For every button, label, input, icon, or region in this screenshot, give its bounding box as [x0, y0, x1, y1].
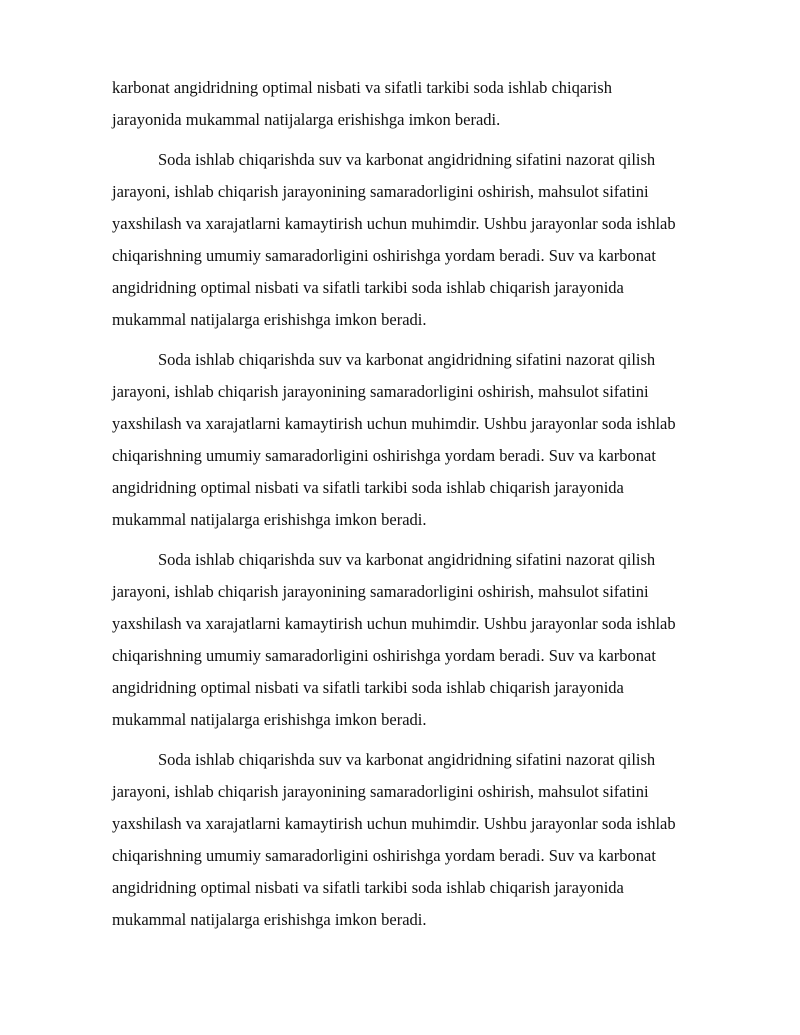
paragraph-line: angidridning optimal nisbati va sifatli tarkibi soda ishlab chiqarish jarayonida	[112, 878, 624, 897]
paragraph-line: chiqarishning umumiy samaradorligini oshirishga yordam beradi. Suv va karbonat	[112, 246, 656, 265]
paragraph-line: chiqarishning umumiy samaradorligini oshirishga yordam beradi. Suv va karbonat	[112, 446, 656, 465]
paragraph-line: jarayoni, ishlab chiqarish jarayonining samaradorligini oshirish, mahsulot sifatini	[112, 782, 649, 801]
paragraph-line: mukammal natijalarga erishishga imkon beradi.	[112, 710, 427, 729]
paragraph-line: karbonat angidridning optimal nisbati va sifatli tarkibi soda ishlab chiqarish	[112, 78, 612, 97]
paragraph-line: jarayonida mukammal natijalarga erishishga imkon beradi.	[112, 110, 501, 129]
paragraph-line: angidridning optimal nisbati va sifatli tarkibi soda ishlab chiqarish jarayonida	[112, 478, 624, 497]
paragraph-line: mukammal natijalarga erishishga imkon beradi.	[112, 910, 427, 929]
paragraph-4	[112, 544, 740, 736]
paragraph-line: jarayoni, ishlab chiqarish jarayonining samaradorligini oshirish, mahsulot sifatini	[112, 582, 649, 601]
paragraph-5	[112, 744, 740, 936]
paragraph-2	[112, 144, 740, 336]
paragraph-line: Soda ishlab chiqarishda suv va karbonat angidridning sifatini nazorat qilish	[158, 750, 656, 769]
paragraph-line: mukammal natijalarga erishishga imkon beradi.	[112, 310, 427, 329]
paragraph-line: yaxshilash va xarajatlarni kamaytirish uchun muhimdir. Ushbu jarayonlar soda ishlab	[112, 214, 676, 233]
paragraph-1	[112, 72, 740, 136]
paragraph-line: chiqarishning umumiy samaradorligini oshirishga yordam beradi. Suv va karbonat	[112, 646, 656, 665]
paragraph-line: mukammal natijalarga erishishga imkon beradi.	[112, 510, 427, 529]
document-body	[112, 72, 740, 936]
paragraph-line: yaxshilash va xarajatlarni kamaytirish uchun muhimdir. Ushbu jarayonlar soda ishlab	[112, 414, 676, 433]
paragraph-line: Soda ishlab chiqarishda suv va karbonat angidridning sifatini nazorat qilish	[158, 150, 656, 169]
paragraph-3	[112, 344, 740, 536]
paragraph-line: Soda ishlab chiqarishda suv va karbonat angidridning sifatini nazorat qilish	[158, 550, 656, 569]
paragraph-line: Soda ishlab chiqarishda suv va karbonat angidridning sifatini nazorat qilish	[158, 350, 656, 369]
paragraph-line: chiqarishning umumiy samaradorligini oshirishga yordam beradi. Suv va karbonat	[112, 846, 656, 865]
paragraph-line: jarayoni, ishlab chiqarish jarayonining samaradorligini oshirish, mahsulot sifatini	[112, 182, 649, 201]
paragraph-line: jarayoni, ishlab chiqarish jarayonining samaradorligini oshirish, mahsulot sifatini	[112, 382, 649, 401]
paragraph-line: yaxshilash va xarajatlarni kamaytirish uchun muhimdir. Ushbu jarayonlar soda ishlab	[112, 814, 676, 833]
paragraph-line: angidridning optimal nisbati va sifatli tarkibi soda ishlab chiqarish jarayonida	[112, 278, 624, 297]
paragraph-line: yaxshilash va xarajatlarni kamaytirish uchun muhimdir. Ushbu jarayonlar soda ishlab	[112, 614, 676, 633]
paragraph-line: angidridning optimal nisbati va sifatli tarkibi soda ishlab chiqarish jarayonida	[112, 678, 624, 697]
